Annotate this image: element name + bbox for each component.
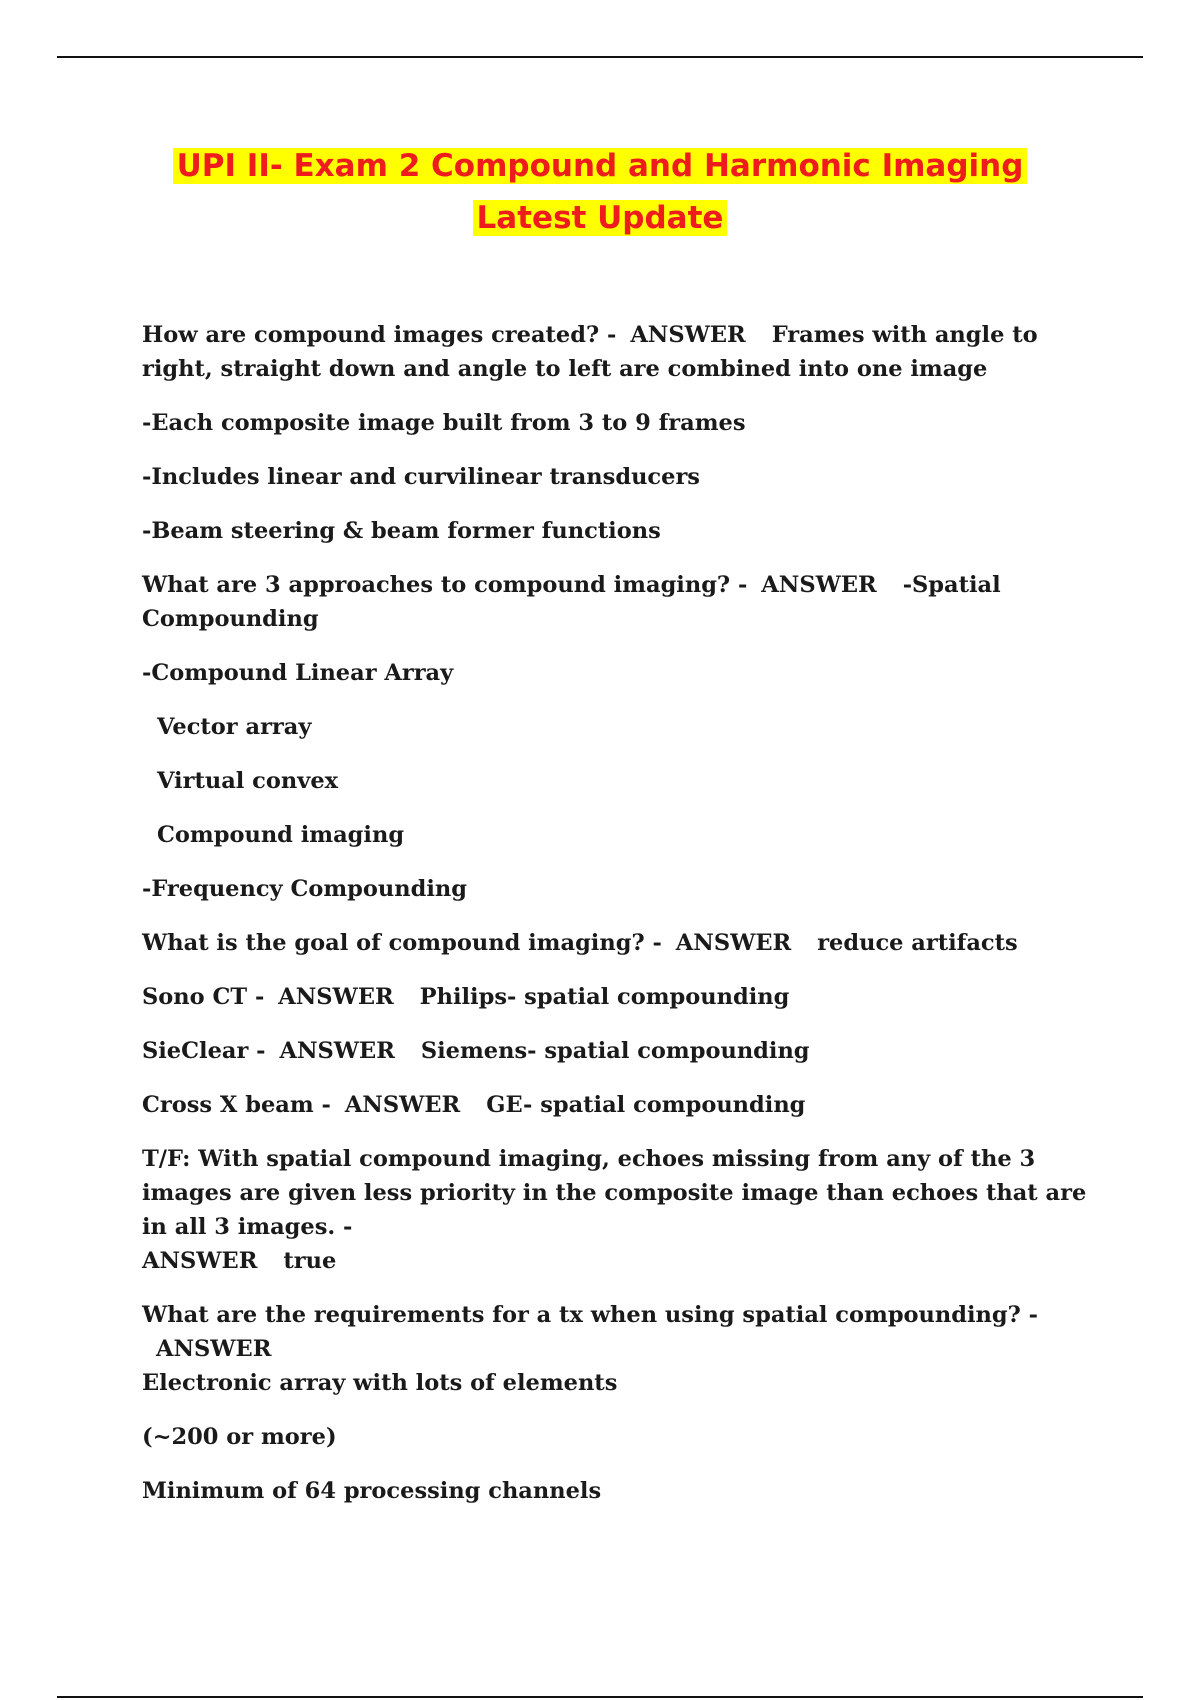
answer-text: Electronic array with lots of elements — [142, 1370, 618, 1396]
answer-label: ANSWER — [278, 984, 394, 1010]
question-text: SieClear - — [142, 1038, 266, 1064]
answer-label: ANSWER — [344, 1092, 461, 1118]
title-line-2: Latest Update — [473, 200, 728, 236]
qa-item — [142, 980, 1092, 1014]
question-text: What are 3 approaches to compound imaging? - — [142, 572, 748, 598]
question-text: How are compound images created? - — [142, 322, 617, 348]
answer-label: ANSWER — [630, 322, 746, 348]
qa-item — [142, 1088, 1092, 1122]
qa-item — [142, 1142, 1092, 1278]
question-text: What are the requirements for a tx when using spatial compounding? - — [142, 1302, 1039, 1328]
question-text: What is the goal of compound imaging? - — [142, 930, 662, 956]
text-item: -Includes linear and curvilinear transducers — [142, 464, 700, 490]
qa-item — [142, 1034, 1092, 1068]
qa-item — [142, 926, 1092, 960]
answer-text: true — [283, 1248, 337, 1274]
answer-text: -Spatial Compounding — [142, 572, 1001, 632]
question-text: Cross X beam - — [142, 1092, 331, 1118]
qa-item — [142, 568, 1092, 636]
answer-label: ANSWER — [279, 1038, 395, 1064]
answer-text: Philips- spatial compounding — [419, 984, 790, 1010]
qa-item — [142, 1298, 1092, 1400]
document-body — [142, 318, 1092, 1528]
title-line-1: UPI II- Exam 2 Compound and Harmonic Imaging — [173, 148, 1028, 184]
qa-item — [142, 318, 1092, 386]
answer-text: reduce artifacts — [817, 930, 1018, 956]
answer-label: ANSWER — [761, 572, 877, 598]
text-item: (~200 or more) — [142, 1424, 337, 1450]
answer-text: Frames with angle to right, straight down and angle to left are combined into one image — [142, 322, 1038, 382]
text-item: -Frequency Compounding — [142, 876, 468, 902]
bottom-rule — [57, 1696, 1143, 1698]
answer-text: Siemens- spatial compounding — [420, 1038, 810, 1064]
answer-label: ANSWER — [675, 930, 792, 956]
top-rule — [57, 56, 1143, 58]
answer-label: ANSWER — [156, 1336, 272, 1362]
question-text: Sono CT - — [142, 984, 265, 1010]
answer-label: ANSWER — [142, 1248, 258, 1274]
document-title — [0, 140, 1200, 244]
answer-text: GE- spatial compounding — [486, 1092, 806, 1118]
text-item: -Beam steering & beam former functions — [142, 518, 661, 544]
text-item: Virtual convex — [157, 768, 339, 794]
text-item: Minimum of 64 processing channels — [142, 1478, 602, 1504]
text-item: Compound imaging — [157, 822, 405, 848]
text-item: Vector array — [157, 714, 312, 740]
text-item: -Each composite image built from 3 to 9 frames — [142, 410, 746, 436]
text-item: -Compound Linear Array — [142, 660, 454, 686]
question-text: T/F: With spatial compound imaging, echoes missing from any of the 3 images are given less priority in the composite image than echoes that are in all 3 images. - — [142, 1146, 1087, 1240]
